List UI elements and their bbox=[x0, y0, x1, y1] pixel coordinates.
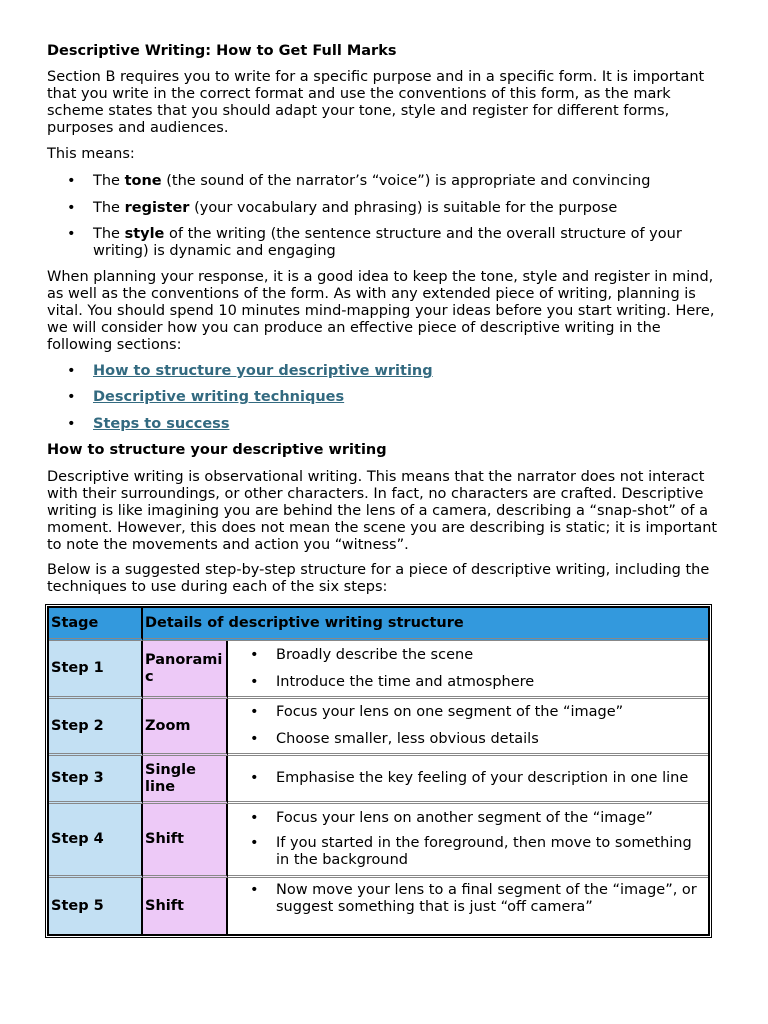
planning-paragraph: When planning your response, it is a good idea to keep the tone, style and register in mind, as well as the conventions of the form. As with any extended piece of writing, planning is vital. You should spend 10 minutes mind-mapping your ideas before you start writing. Here, we will consider how you can produce an effective piece of descriptive writing in the following sections: bbox=[47, 269, 715, 353]
table-row bbox=[49, 756, 708, 804]
structure-table bbox=[47, 606, 710, 936]
step-name-cell: Zoom bbox=[143, 699, 228, 756]
list-item: • Introduce the time and atmosphere bbox=[230, 674, 706, 691]
criteria-item-tone: • The tone (the sound of the narrator’s “voice”) is appropriate and convincing bbox=[47, 173, 733, 190]
header-details: Details of descriptive writing structure bbox=[143, 608, 708, 641]
link-structure[interactable]: How to structure your descriptive writing bbox=[93, 363, 433, 379]
table-row bbox=[49, 878, 708, 934]
stage-cell: Step 3 bbox=[49, 756, 143, 804]
criteria-item-register: • The register (your vocabulary and phrasing) is suitable for the purpose bbox=[47, 200, 733, 217]
step-name-cell: Shift bbox=[143, 878, 228, 934]
link-item bbox=[47, 416, 733, 433]
page-title: Descriptive Writing: How to Get Full Marks bbox=[47, 43, 397, 59]
stage-cell: Step 5 bbox=[49, 878, 143, 934]
details-cell bbox=[228, 641, 708, 699]
table-row bbox=[49, 804, 708, 878]
header-stage: Stage bbox=[49, 608, 143, 641]
list-item: • If you started in the foreground, then move to something in the background bbox=[230, 835, 706, 869]
details-cell bbox=[228, 804, 708, 878]
link-steps[interactable]: Steps to success bbox=[93, 416, 230, 432]
link-item bbox=[47, 389, 733, 406]
list-item: • Choose smaller, less obvious details bbox=[230, 731, 706, 748]
step-name-cell: Panorami c bbox=[143, 641, 228, 699]
link-item bbox=[47, 363, 733, 380]
section-heading: How to structure your descriptive writing bbox=[47, 442, 387, 458]
stage-cell: Step 1 bbox=[49, 641, 143, 699]
below-paragraph: Below is a suggested step-by-step structure for a piece of descriptive writing, including the techniques to use during each of the six steps: bbox=[47, 562, 710, 595]
intro-paragraph: Section B requires you to write for a specific purpose and in a specific form. It is important that you write in the correct format and use the conventions of this form, as the mark scheme states that you should adapt your tone, style and register for different forms, purposes and audiences. bbox=[47, 69, 705, 136]
details-cell bbox=[228, 878, 708, 934]
details-cell bbox=[228, 699, 708, 756]
list-item: • Focus your lens on another segment of the “image” bbox=[230, 810, 706, 827]
link-techniques[interactable]: Descriptive writing techniques bbox=[93, 389, 345, 405]
stage-cell: Step 4 bbox=[49, 804, 143, 878]
observational-paragraph: Descriptive writing is observational writing. This means that the narrator does not interact with their surroundings, or other characters. In fact, no characters are crafted. Descriptive writing is like imagining you are behind the lens of a camera, describing a “snap-shot” of a moment. However, this does not mean the scene you are describing is static; it is important to note the movements and action you “witness”. bbox=[47, 469, 718, 553]
table-row bbox=[49, 641, 708, 699]
table-row bbox=[49, 699, 708, 756]
table-header-row bbox=[49, 608, 708, 641]
list-item: • Now move your lens to a final segment of the “image”, or suggest something that is just “off camera” bbox=[230, 882, 706, 916]
list-item: • Focus your lens on one segment of the “image” bbox=[230, 704, 706, 721]
this-means-label: This means: bbox=[47, 146, 135, 162]
details-cell bbox=[228, 756, 708, 804]
step-name-cell: Single line bbox=[143, 756, 228, 804]
list-item: • Broadly describe the scene bbox=[230, 647, 706, 664]
step-name-cell: Shift bbox=[143, 804, 228, 878]
stage-cell: Step 2 bbox=[49, 699, 143, 756]
list-item: • Emphasise the key feeling of your description in one line bbox=[230, 770, 706, 787]
criteria-item-style: • The style of the writing (the sentence structure and the overall structure of your writing) is dynamic and engaging bbox=[47, 226, 733, 260]
